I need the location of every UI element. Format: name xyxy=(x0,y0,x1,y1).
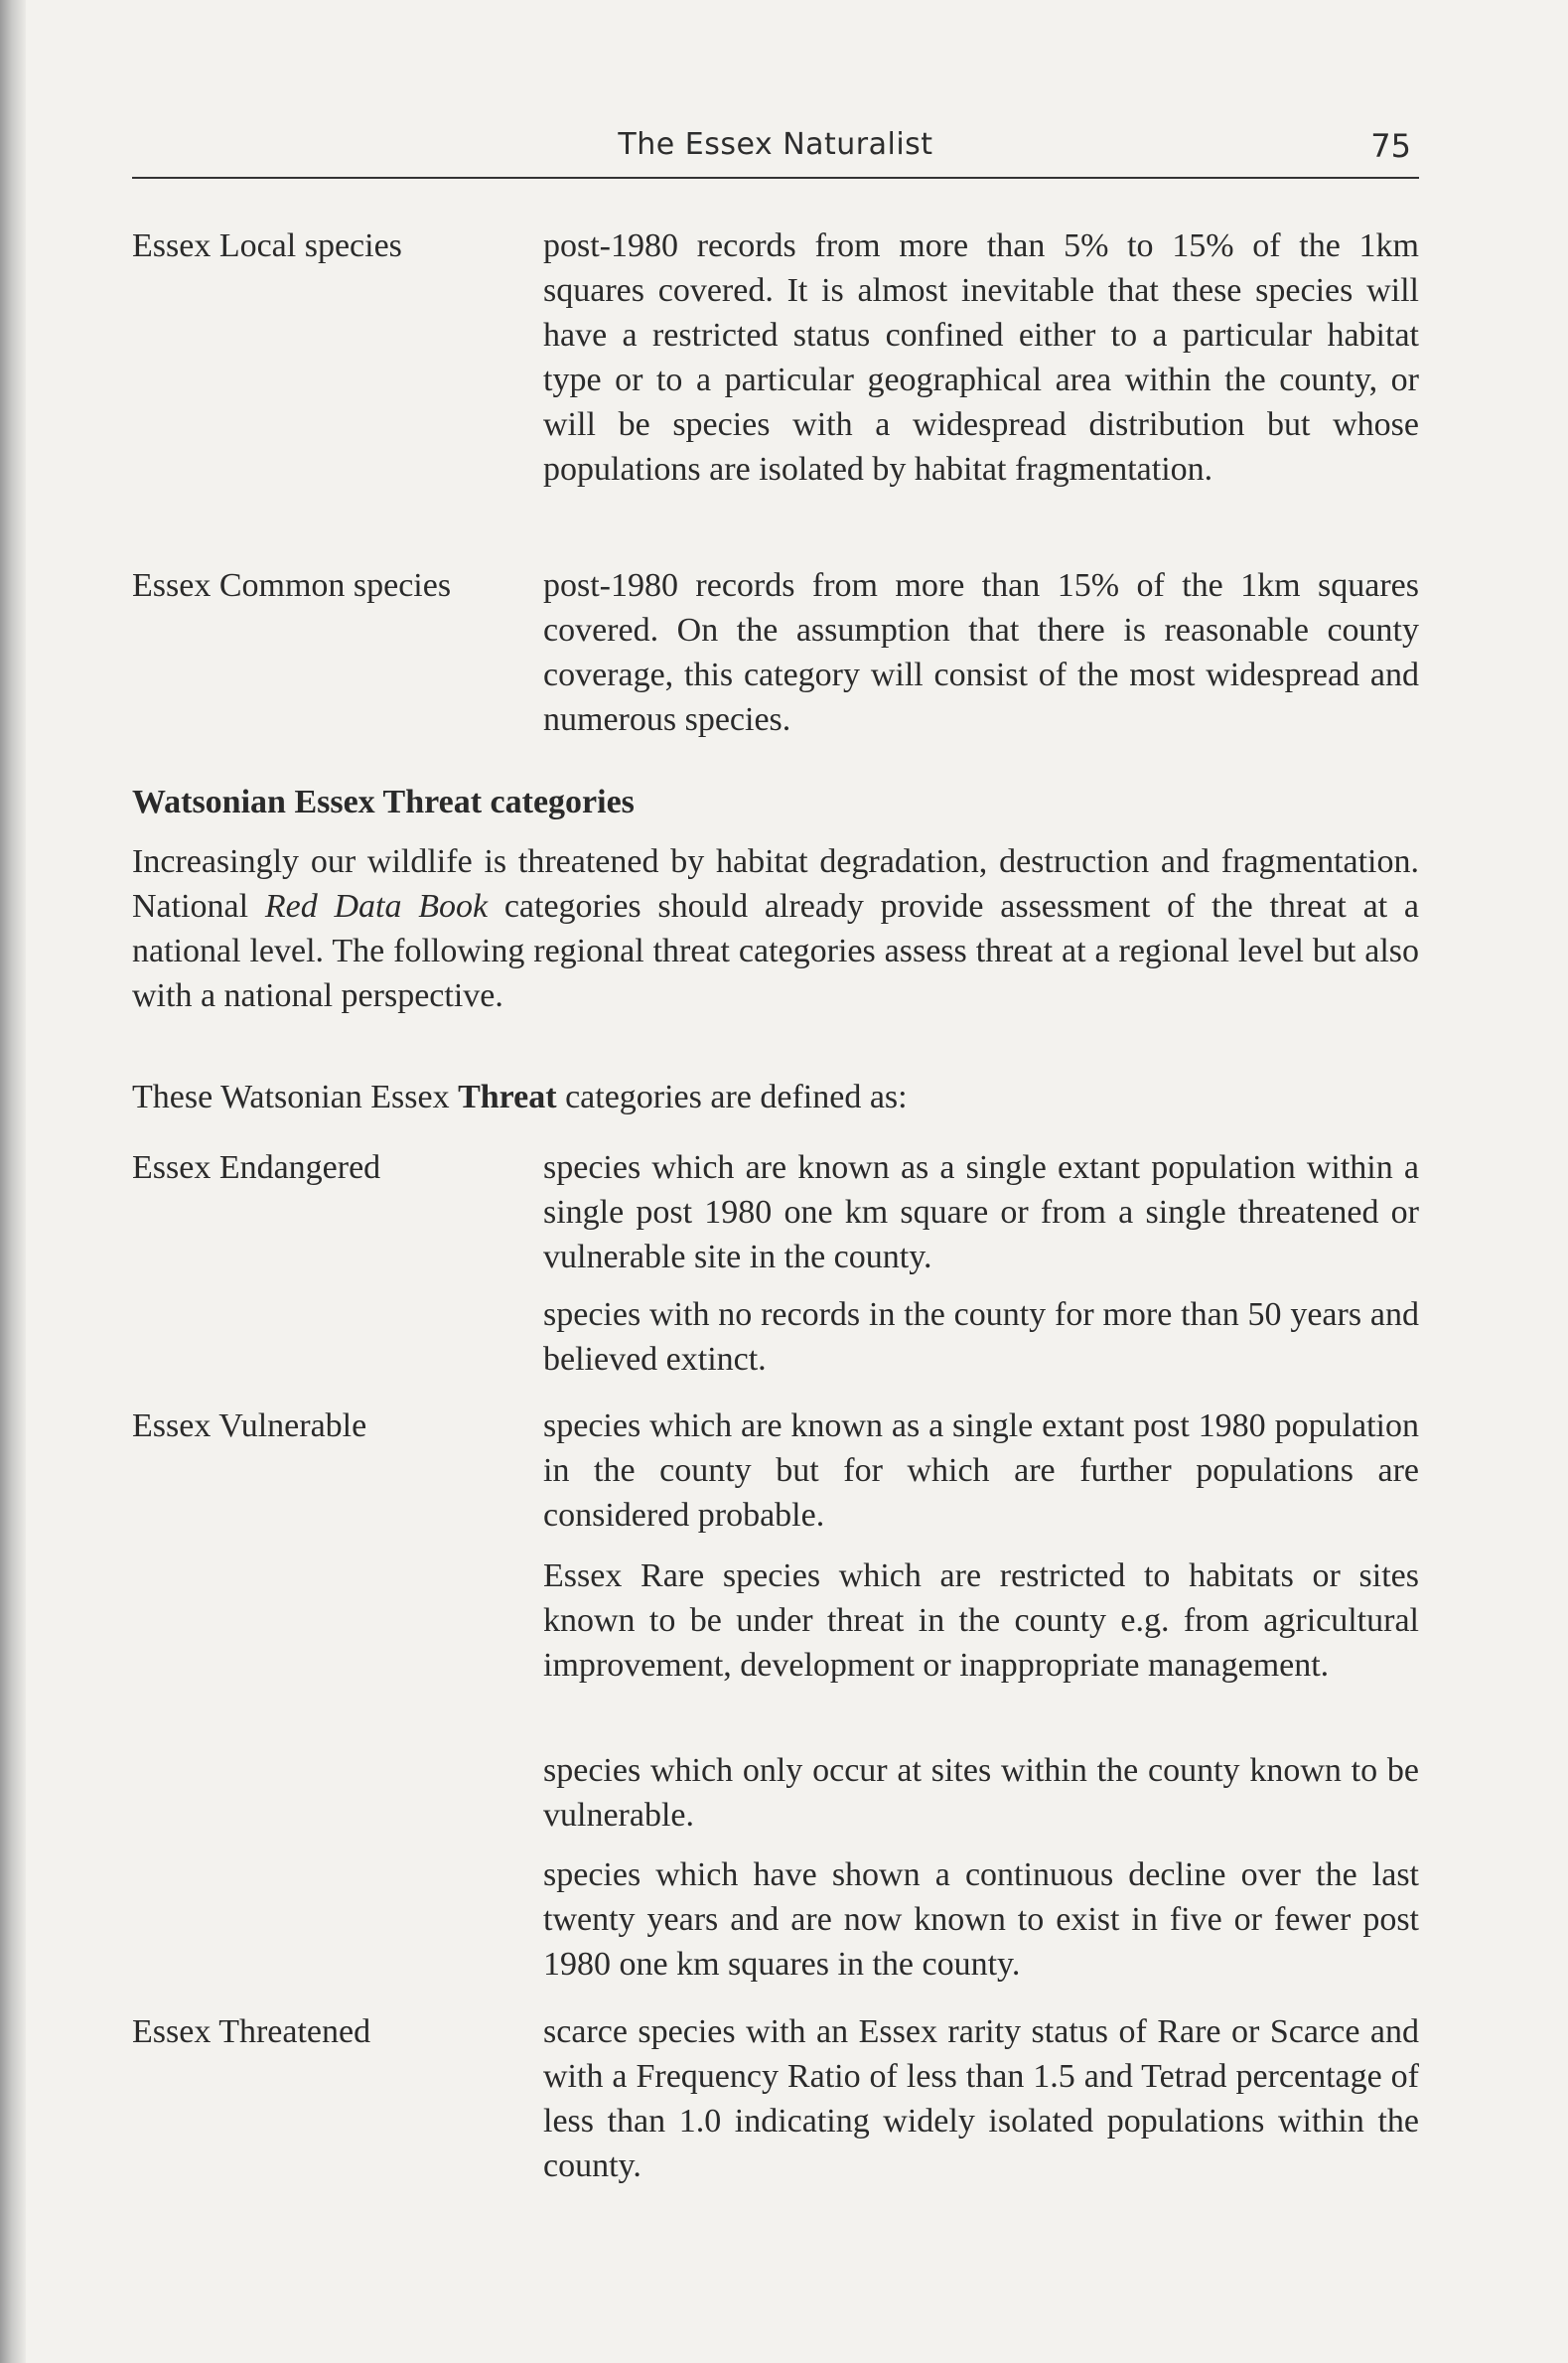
intro-text-end: categories should already provide assessment of the threat at a national level. The following regional threat categories assess threat at a regional level but also with a national perspective. xyxy=(132,888,1420,1014)
definition-vulnerable-4: species which have shown a continuous decline over the last twenty years and are now known to exist in five or fewer post 1980 one km squares in the county. xyxy=(543,1856,1419,1983)
section-heading: Watsonian Essex Threat categories xyxy=(132,784,635,820)
definition-vulnerable-2: Essex Rare species which are restricted to habitats or sites known to be under threat in the county e.g. from agricultural improvement, development or inappropriate management. xyxy=(543,1557,1419,1684)
term-essex-threatened: Essex Threatened xyxy=(132,2013,371,2050)
intro-paragraph xyxy=(132,839,1419,1018)
book-spine-shadow xyxy=(0,0,26,2363)
definition-vulnerable-1: species which are known as a single extant post 1980 population in the county but for which are further populations are considered probable. xyxy=(543,1407,1419,1534)
term-essex-vulnerable: Essex Vulnerable xyxy=(132,1407,367,1444)
definition-endangered-1: species which are known as a single extant population within a single post 1980 one km square or from a single threatened or vulnerable site in the county. xyxy=(543,1149,1419,1275)
intro-text-start: Increasingly our wildlife is threatened by habitat degradation, destruction and fragmentation. National xyxy=(132,843,1419,925)
definition-essex-local: post-1980 records from more than 5% to 15% of the 1km squares covered. It is almost inevitable that these species will have a restricted status confined either to a particular habitat type or to a particular geographical area within the county, or will be species with a widespread distribution but whose populations are isolated by habitat fragmentation. xyxy=(543,227,1419,488)
defined-text-end: categories are defined as: xyxy=(556,1079,908,1115)
journal-title: The Essex Naturalist xyxy=(618,127,933,162)
term-essex-common: Essex Common species xyxy=(132,567,452,604)
threat-emphasis: Threat xyxy=(458,1079,557,1115)
defined-as-line xyxy=(132,1075,1419,1119)
defined-text-start: These Watsonian Essex xyxy=(132,1079,459,1115)
page-number: 75 xyxy=(1370,127,1411,165)
definition-essex-common: post-1980 records from more than 15% of the 1km squares covered. On the assumption that there is reasonable county coverage, this category will consist of the most widespread and numerous species. xyxy=(543,567,1419,738)
definition-endangered-2: species with no records in the county for more than 50 years and believed extinct. xyxy=(543,1296,1419,1378)
document-page xyxy=(132,0,1419,2363)
term-essex-local: Essex Local species xyxy=(132,227,402,264)
definition-threatened: scarce species with an Essex rarity status of Rare or Scarce and with a Frequency Ratio of less than 1.5 and Tetrad percentage of less than 1.0 indicating widely isolated populations within the county. xyxy=(543,2013,1419,2184)
definition-vulnerable-3: species which only occur at sites within the county known to be vulnerable. xyxy=(543,1752,1419,1834)
running-head xyxy=(132,119,1419,179)
term-essex-endangered: Essex Endangered xyxy=(132,1149,381,1186)
red-data-book-title: Red Data Book xyxy=(264,888,489,925)
